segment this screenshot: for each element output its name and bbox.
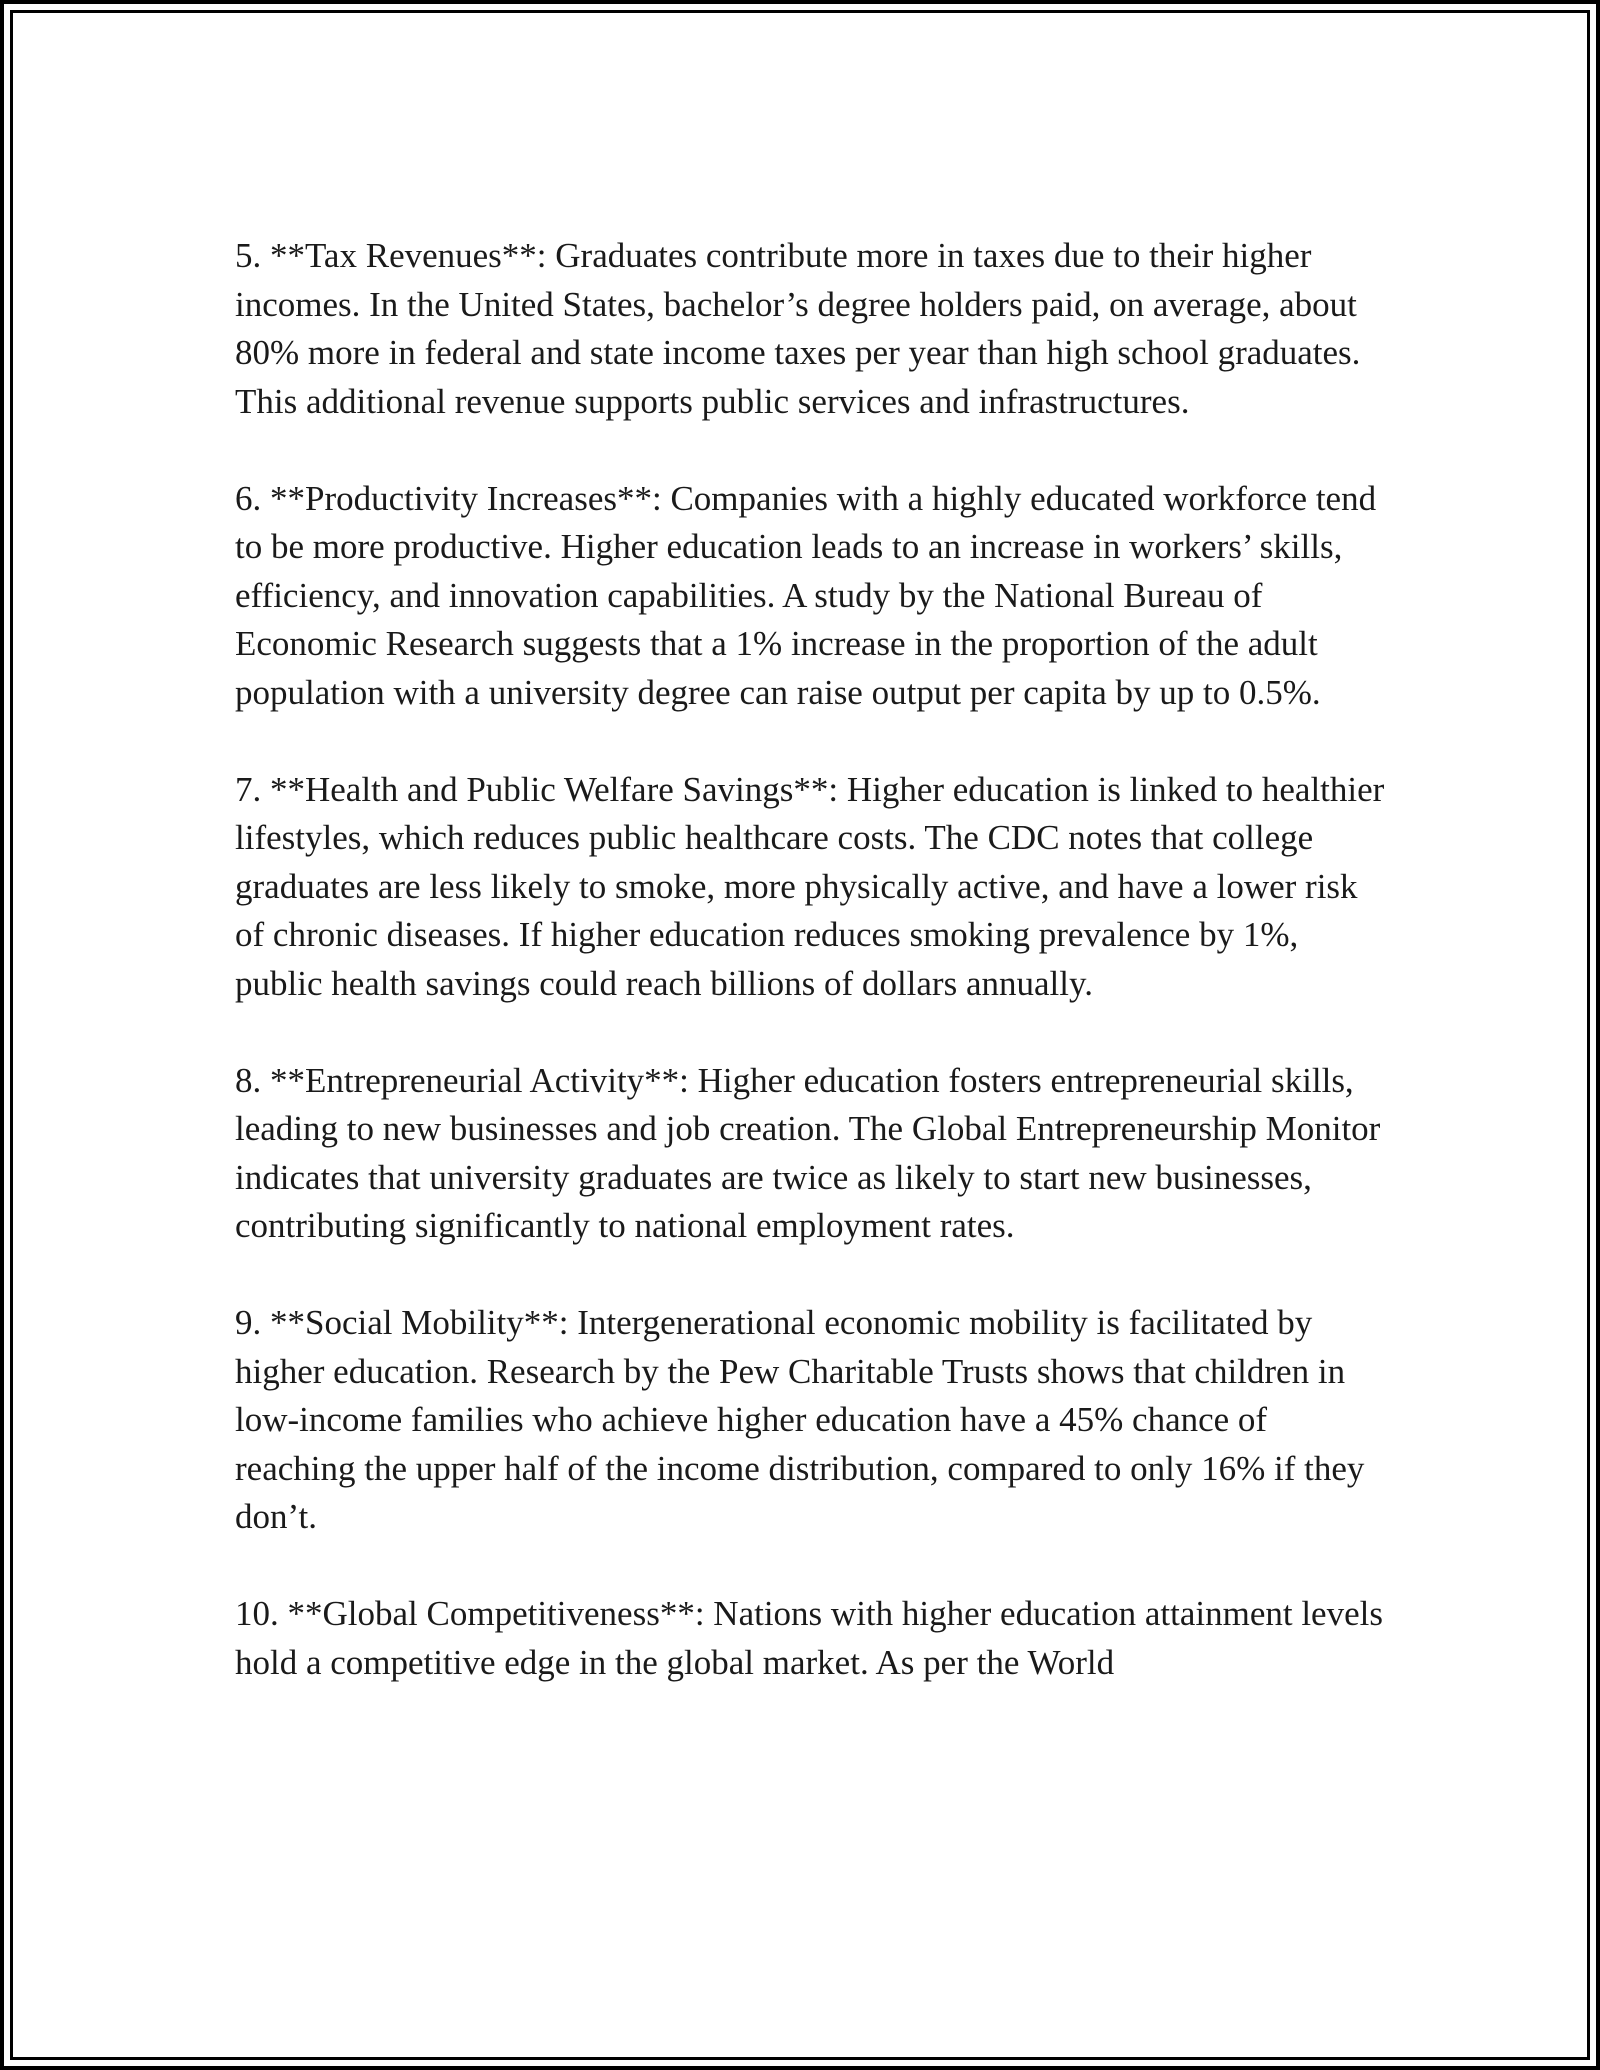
document-body: [235, 232, 1385, 1687]
paragraph-productivity-increases: 6. **Productivity Increases**: Companies with a highly educated workforce tend to be more productive. Higher education leads to an increase in workers’ skills, efficiency, and innovation capabilities. A study by the National Bureau of Economic Research suggests that a 1% increase in the proportion of the adult population with a university degree can raise output per capita by up to 0.5%.: [235, 478, 1377, 712]
paragraph-health-welfare-savings: 7. **Health and Public Welfare Savings**: Higher education is linked to healthier lifestyles, which reduces public healthcare costs. The CDC notes that college graduates are less likely to smoke, more physically active, and have a lower risk of chronic diseases. If higher education reduces smoking prevalence by 1%, public health savings could reach billions of dollars annually.: [235, 769, 1385, 1003]
paragraph-social-mobility: 9. **Social Mobility**: Intergenerational economic mobility is facilitated by higher education. Research by the Pew Charitable Trusts shows that children in low-income families who achieve higher education have a 45% chance of reaching the upper half of the income distribution, compared to only 16% if they don’t.: [235, 1303, 1365, 1536]
paragraph-global-competitiveness: 10. **Global Competitiveness**: Nations with higher education attainment levels hold a competitive edge in the global market. As per the World: [235, 1594, 1383, 1682]
paragraph-entrepreneurial-activity: 8. **Entrepreneurial Activity**: Higher education fosters entrepreneurial skills, leading to new businesses and job creation. The Global Entrepreneurship Monitor indicates that university graduates are twice as likely to start new businesses, contributing significantly to national employment rates.: [235, 1060, 1381, 1245]
paragraph-tax-revenues: 5. **Tax Revenues**: Graduates contribute more in taxes due to their higher incomes. In the United States, bachelor’s degree holders paid, on average, about 80% more in federal and state income taxes per year than high school graduates. This additional revenue supports public services and infrastructures.: [235, 236, 1361, 421]
